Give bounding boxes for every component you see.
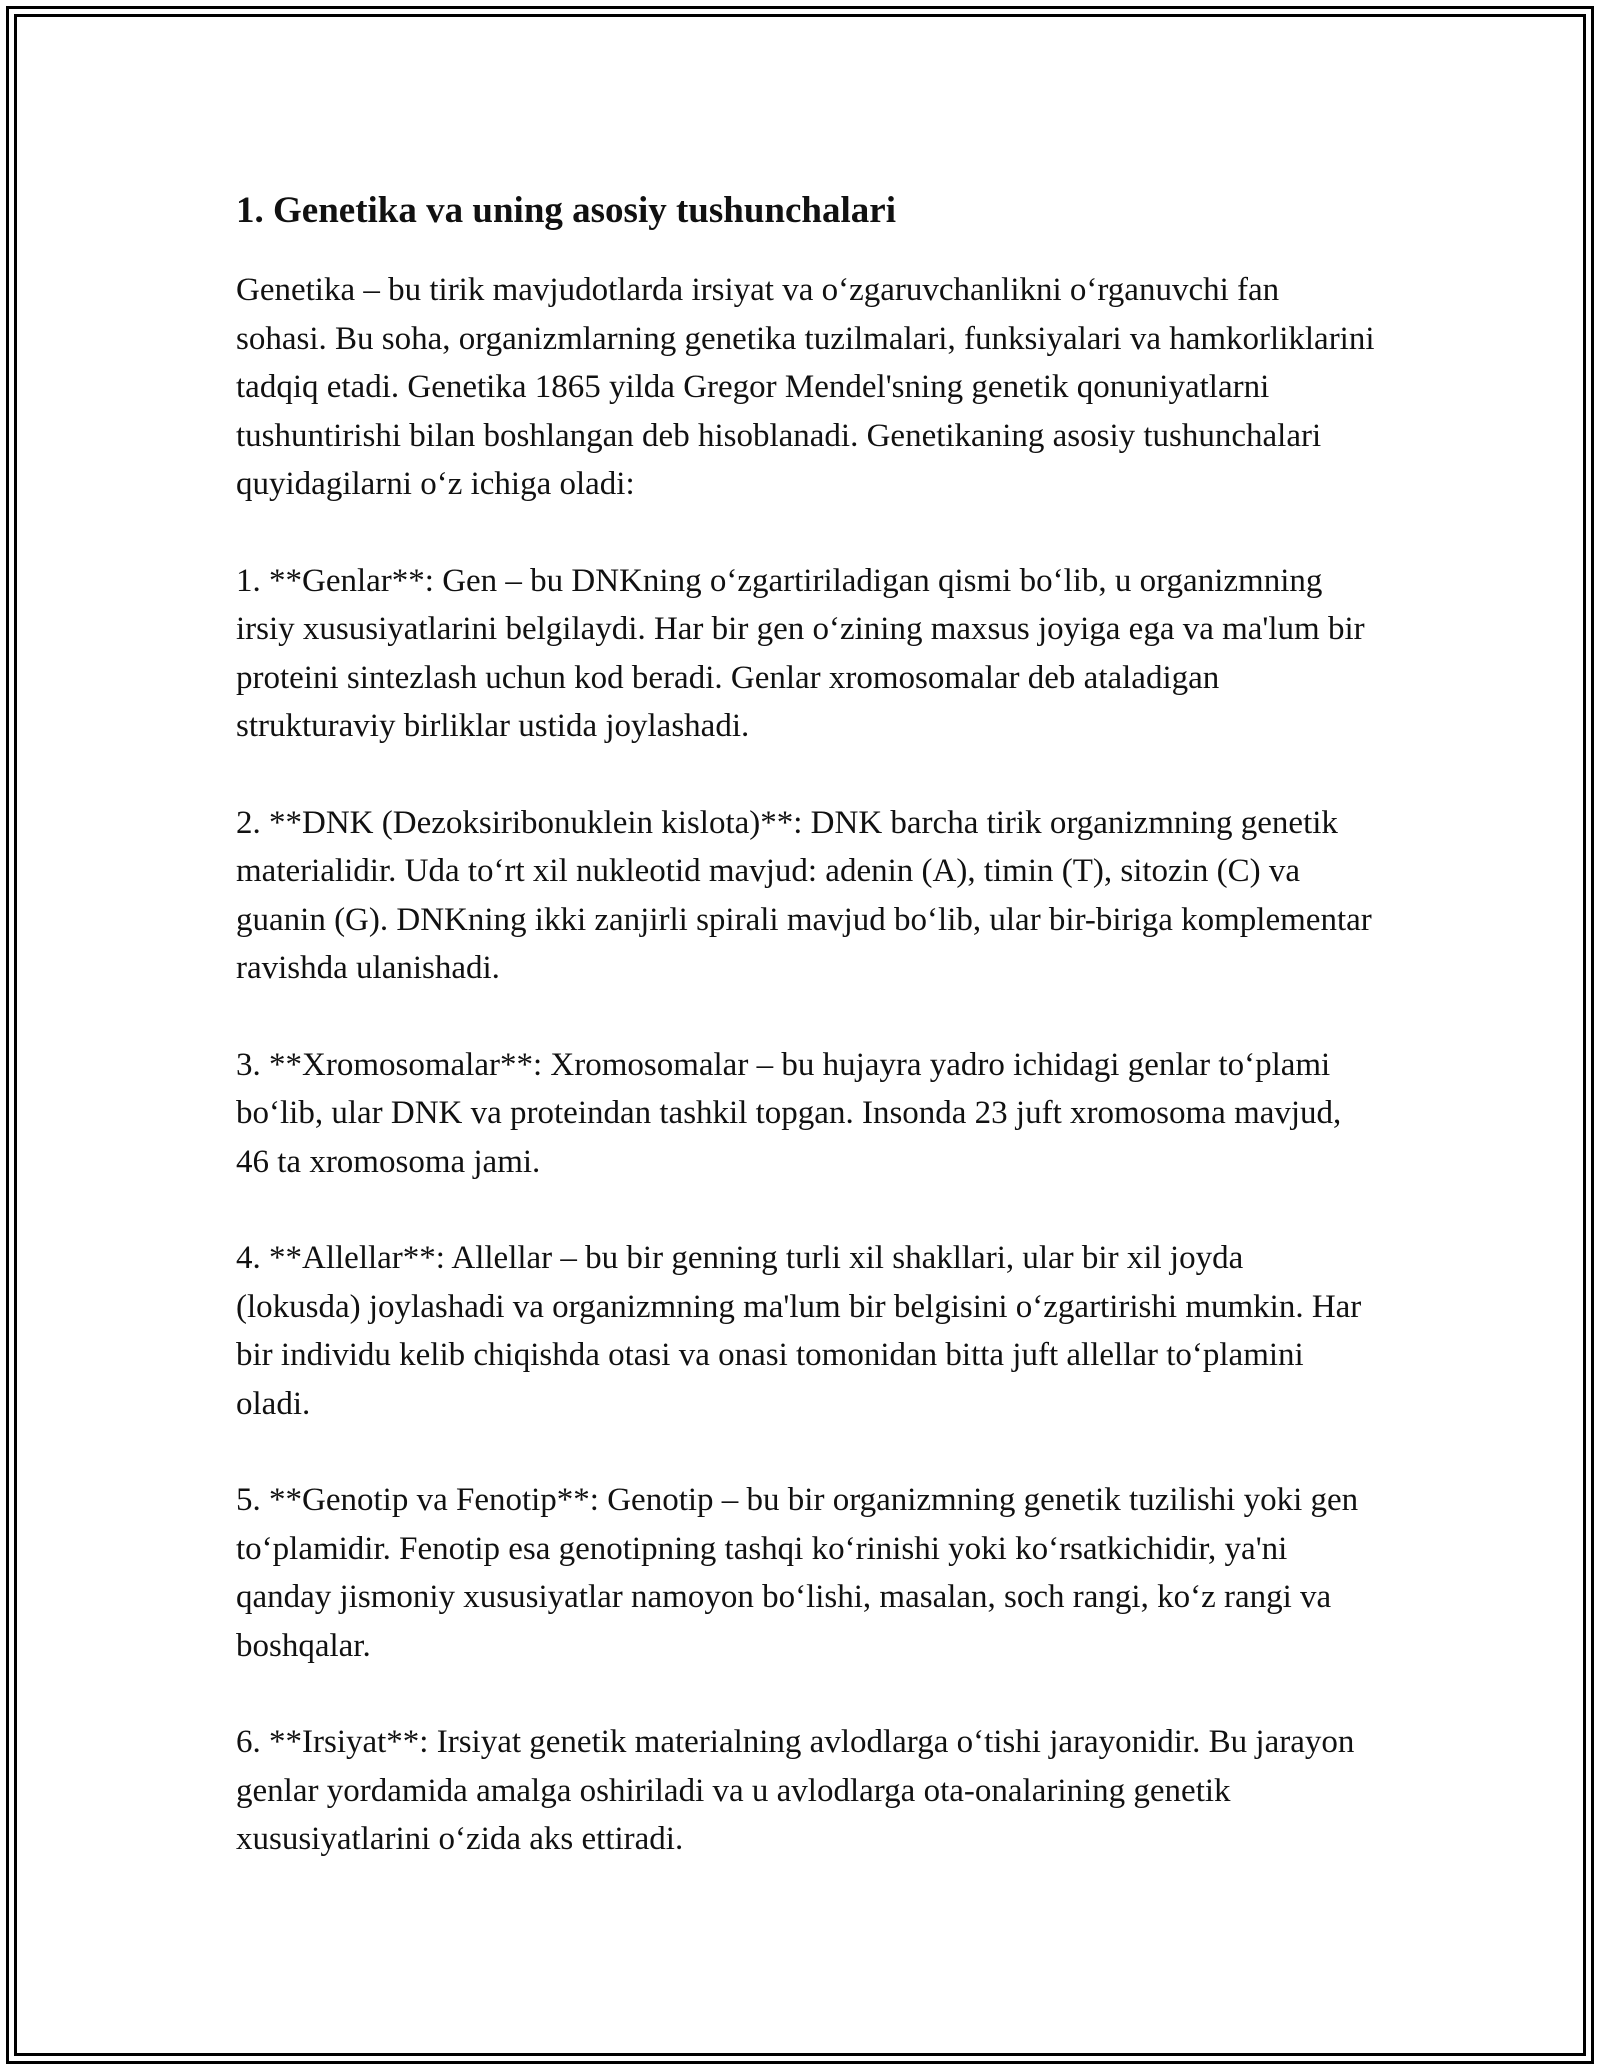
paragraph-xromosomalar: 3. **Xromosomalar**: Xromosomalar – bu hujayra yadro ichidagi genlar toʻplami boʻlib, ular DNK va proteindan tashkil topgan. Insonda 23 juft xromosoma mavjud, 46 ta xromosoma jami.: [236, 1046, 1342, 1180]
document-title: 1. Genetika va uning asosiy tushunchalari: [236, 190, 896, 231]
paragraph-dnk: 2. **DNK (Dezoksiribonuklein kislota)**: DNK barcha tirik organizmning genetik materialidir. Uda toʻrt xil nukleotid mavjud: adenin (A), timin (T), sitozin (C) va guanin (G). DNKning ikki zanjirli spirali mavjud boʻlib, ular bir-biriga komplementar ravishda ulanishadi.: [236, 804, 1372, 986]
paragraph-genlar: 1. **Genlar**: Gen – bu DNKning oʻzgartiriladigan qismi boʻlib, u organizmning irsiy xususiyatlarini belgilaydi. Har bir gen oʻzining maxsus joyiga ega va ma'lum bir proteini sintezlash uchun kod beradi. Genlar xromosomalar deb ataladigan strukturaviy birliklar ustida joylashadi.: [236, 562, 1365, 744]
paragraph-intro: Genetika – bu tirik mavjudotlarda irsiyat va oʻzgaruvchanlikni oʻrganuvchi fan sohasi. Bu soha, organizmlarning genetika tuzilmalari, funksiyalari va hamkorliklarini tadqiq etadi. Genetika 1865 yilda Gregor Mendel'sning genetik qonuniyatlarni tushuntirishi bilan boshlangan deb hisoblanadi. Genetikaning asosiy tushunchalari quyidagilarni oʻz ichiga oladi:: [236, 272, 1375, 502]
paragraph-irsiyat: 6. **Irsiyat**: Irsiyat genetik materialning avlodlarga oʻtishi jarayonidir. Bu jarayon genlar yordamida amalga oshiriladi va u avlodlarga ota-onalarining genetik xususiyatlarini oʻzida aks ettiradi.: [236, 1724, 1355, 1857]
paragraph-genotip-fenotip: 5. **Genotip va Fenotip**: Genotip – bu bir organizmning genetik tuzilishi yoki gen toʻplamidir. Fenotip esa genotipning tashqi koʻrinishi yoki koʻrsatkichidir, ya'ni qanday jismoniy xususiyatlar namoyon boʻlishi, masalan, soch rangi, koʻz rangi va boshqalar.: [236, 1482, 1359, 1664]
document-body: [236, 186, 1376, 1864]
paragraph-allellar: 4. **Allellar**: Allellar – bu bir genning turli xil shakllari, ular bir xil joyda (lokusda) joylashadi va organizmning ma'lum bir belgisini oʻzgartirishi mumkin. Har bir individu kelib chiqishda otasi va onasi tomonidan bitta juft allellar toʻplamini oladi.: [236, 1240, 1362, 1422]
